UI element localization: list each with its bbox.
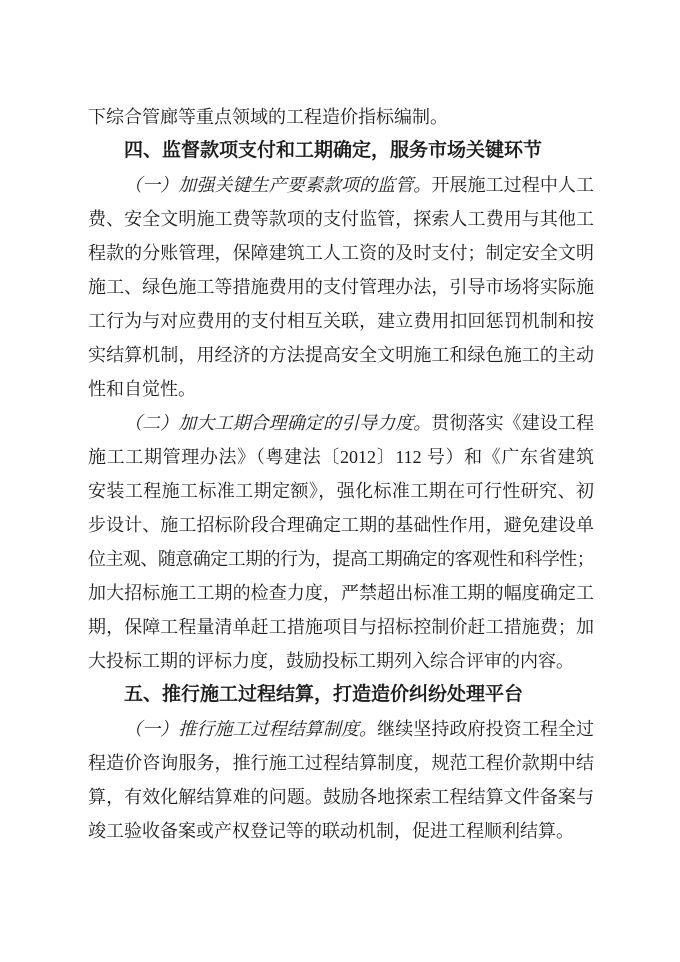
paragraph-line: 步设计、施工招标阶段合理确定工期的基础性作用，避免建设单: [88, 515, 594, 535]
paragraph-line: 费、安全文明施工费等款项的支付监管，探索人工费用与其他工: [88, 209, 594, 229]
paragraph-line: （一）加强关键生产要素款项的监管。开展施工过程中人工: [124, 175, 594, 195]
paragraph-line: 大投标工期的评标力度，鼓励投标工期列入综合评审的内容。: [88, 651, 574, 671]
section-heading-1: 四、监督款项支付和工期确定，服务市场关键环节: [124, 140, 543, 161]
paragraph-line: 竣工验收备案或产权登记等的联动机制，促进工程顺利结算。: [88, 821, 574, 841]
paragraph-line: 施工工期管理办法》（粤建法〔2012〕112 号）和《广东省建筑: [88, 447, 594, 467]
paragraph-line: （一）推行施工过程结算制度。继续坚持政府投资工程全过: [124, 719, 595, 739]
paragraph-line: 程款的分账管理，保障建筑工人工资的及时支付；制定安全文明: [88, 243, 594, 263]
paragraph-lead: （二）加大工期合理确定的引导力度。: [124, 413, 432, 433]
paragraph-line: 期，保障工程量清单赶工措施项目与招标控制价赶工措施费；加: [88, 617, 594, 637]
paragraph-line: 加大招标施工工期的检查力度，严禁超出标准工期的幅度确定工: [88, 583, 594, 603]
paragraph-line: 安装工程施工标准工期定额》，强化标准工期在可行性研究、初: [88, 481, 594, 501]
paragraph-line: （二）加大工期合理确定的引导力度。贯彻落实《建设工程: [124, 413, 594, 433]
intro-tail-line: 下综合管廊等重点领域的工程造价指标编制。: [88, 107, 448, 127]
paragraph-line: 性和自觉性。: [88, 379, 196, 399]
section-heading-2: 五、推行施工过程结算，打造造价纠纷处理平台: [124, 684, 524, 705]
paragraph-line: 施工、绿色施工等措施费用的支付管理办法，引导市场将实际施: [88, 277, 594, 297]
paragraph-line: 程造价咨询服务，推行施工过程结算制度，规范工程价款期中结: [88, 753, 594, 773]
paragraph-line: 实结算机制，用经济的方法提高安全文明施工和绿色施工的主动: [88, 345, 594, 365]
paragraph-line: 算，有效化解结算难的问题。鼓励各地探索工程结算文件备案与: [88, 787, 594, 807]
paragraph-line: 位主观、随意确定工期的行为，提高工期确定的客观性和科学性；: [88, 549, 594, 569]
paragraph-line: 工行为与对应费用的支付相互关联，建立费用扣回惩罚机制和按: [88, 311, 594, 331]
paragraph-lead: （一）加强关键生产要素款项的监管。: [124, 175, 432, 195]
paragraph-lead: （一）推行施工过程结算制度。: [124, 719, 378, 739]
